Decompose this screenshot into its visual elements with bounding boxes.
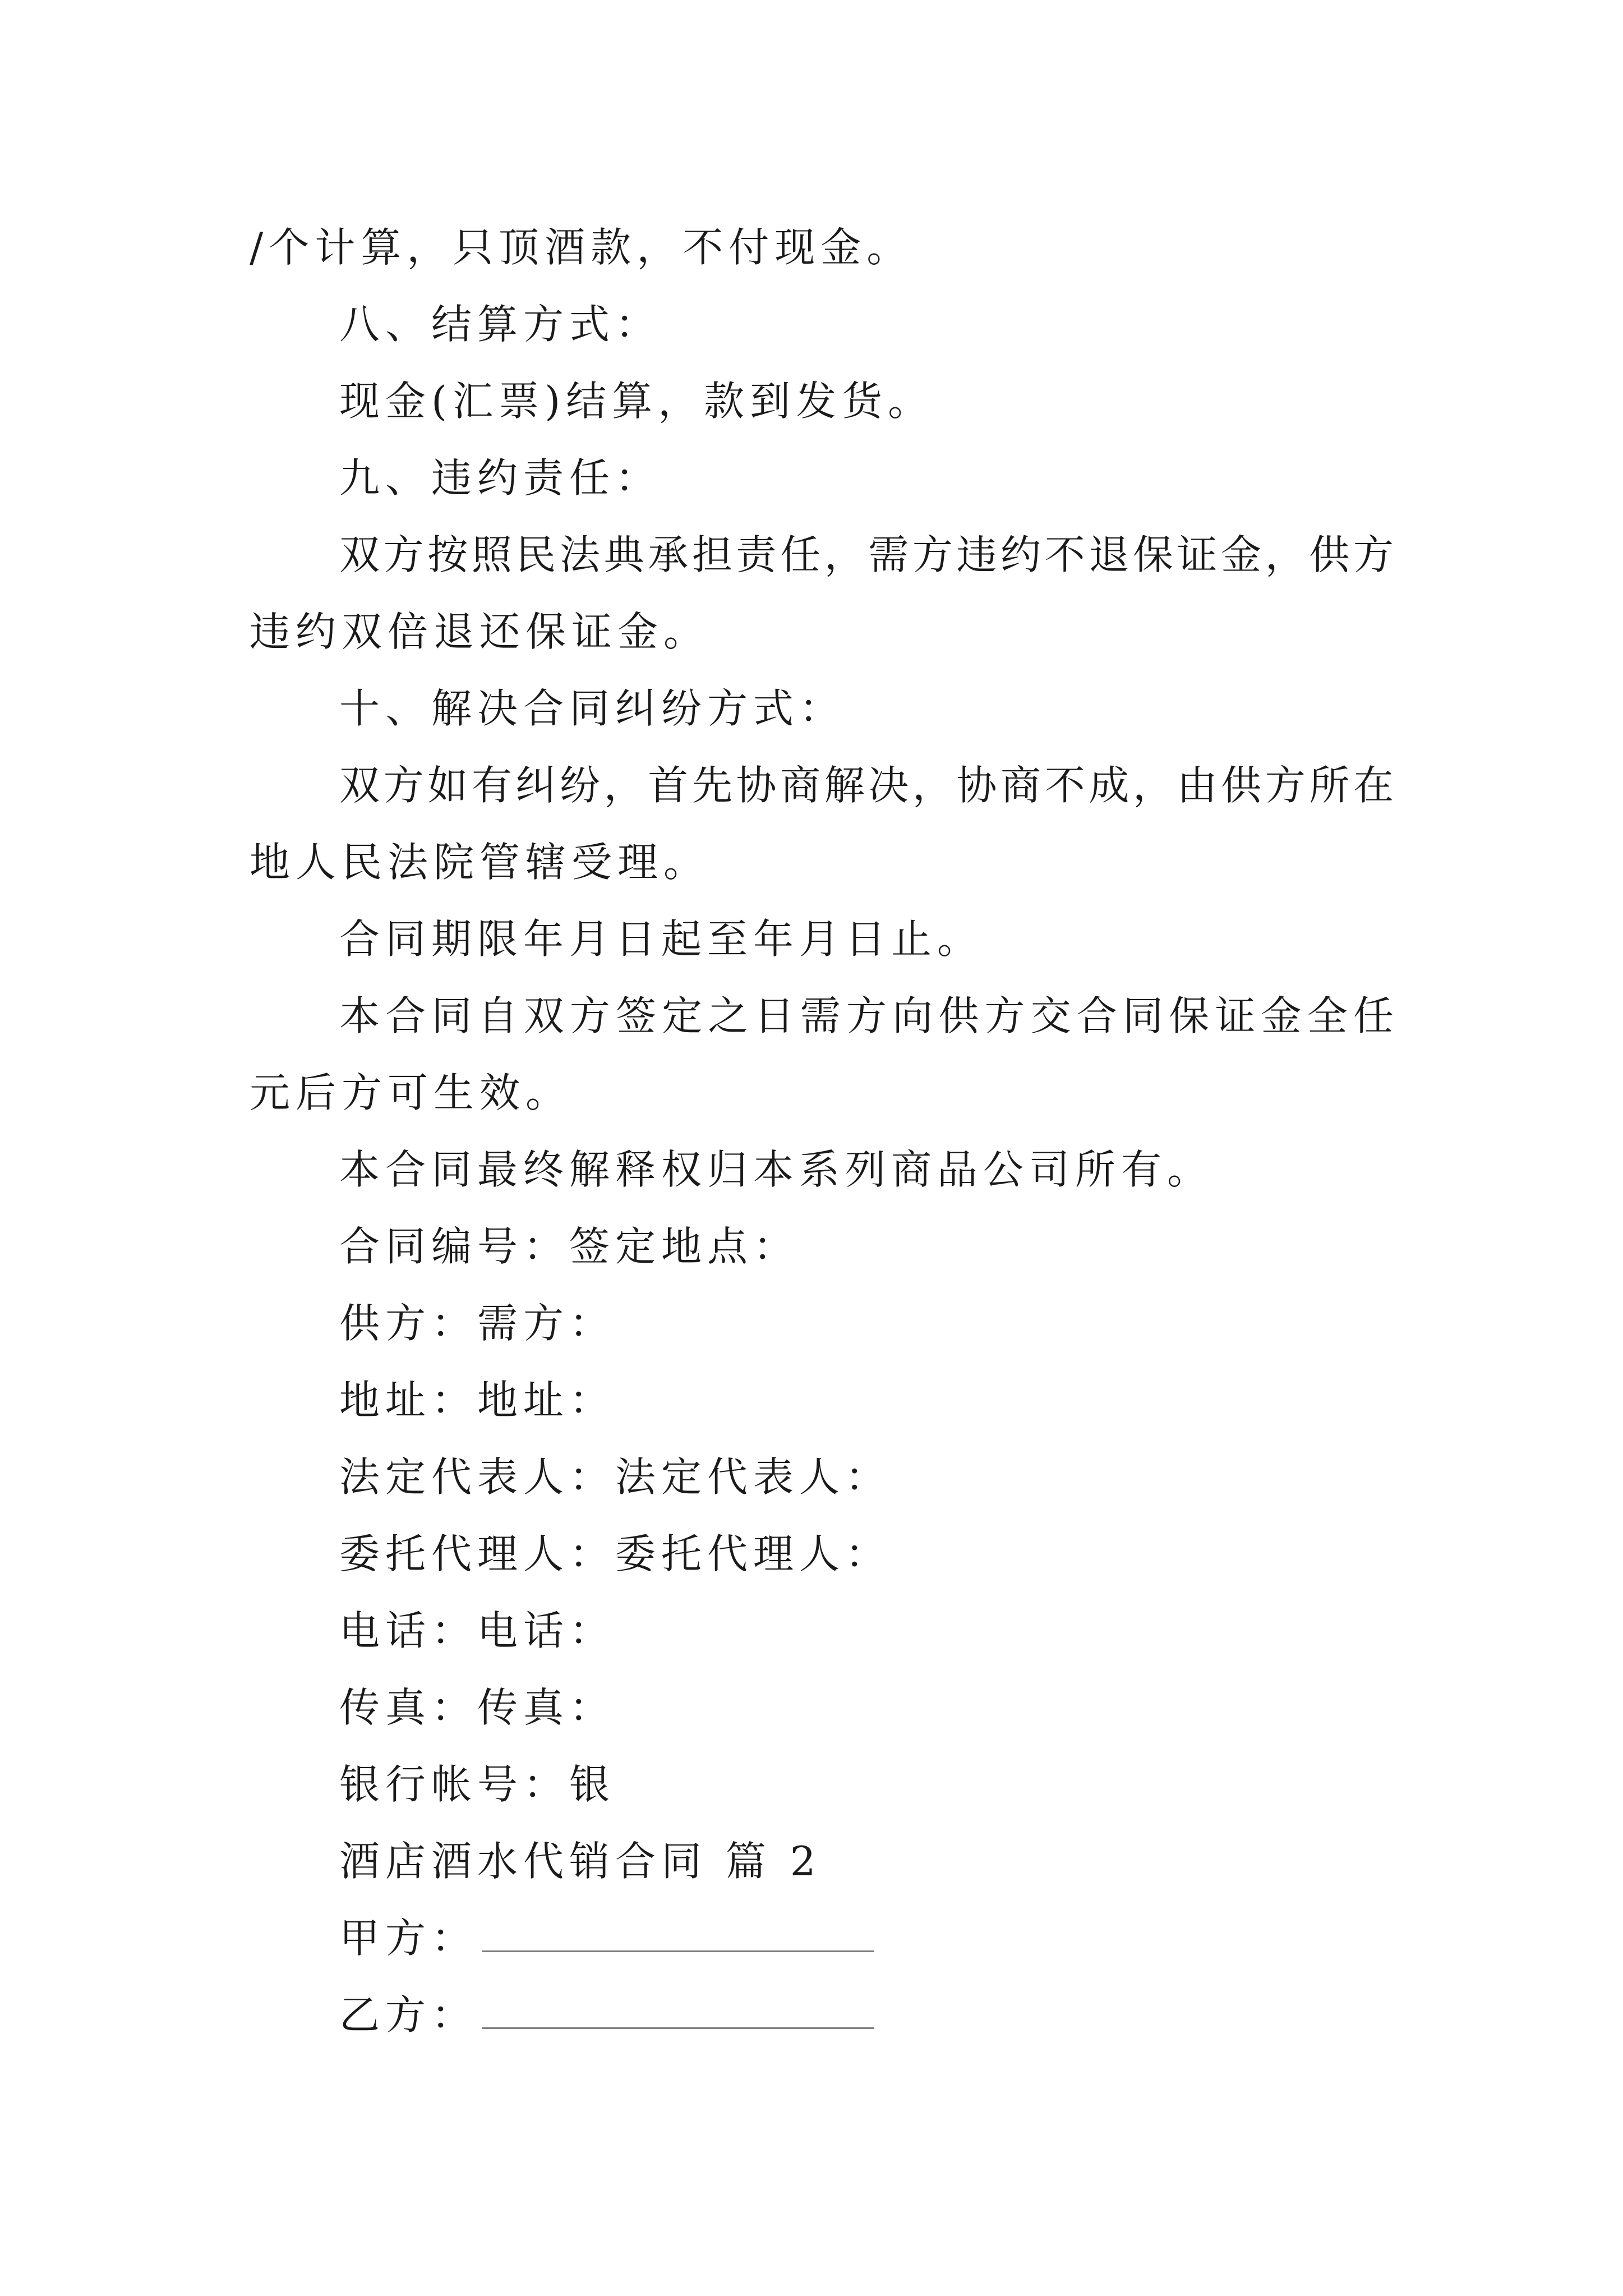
- supplier-buyer-field: 供方：需方：: [339, 1300, 616, 1347]
- fax-field: 传真：传真：: [339, 1684, 616, 1731]
- contract-title: 酒店酒水代销合同 篇 2: [339, 1838, 822, 1885]
- address-field: 地址：地址：: [339, 1377, 616, 1424]
- paragraph-line: /个计算，只顶酒款，不付现金。: [250, 224, 913, 271]
- legal-representative-field: 法定代表人：法定代表人：: [339, 1453, 892, 1501]
- phone-field: 电话：电话：: [339, 1607, 616, 1654]
- party-b-line: [250, 1977, 1394, 2054]
- paragraph-line: 本合同最终解释权归本系列商品公司所有。: [339, 1146, 1214, 1193]
- party-b-blank: [482, 1994, 874, 2029]
- paragraph-line: 本合同自双方签定之日需方向供方交合同保证金全任: [339, 992, 1394, 1039]
- contract-number-field: 合同编号：签定地点：: [339, 1223, 800, 1270]
- paragraph-line: 双方按照民法典承担责任，需方违约不退保证金，供方: [339, 531, 1394, 578]
- paragraph-line: 地人民法院管辖受理。: [250, 839, 710, 886]
- party-b-label: 乙方：: [339, 1991, 478, 2039]
- paragraph-line: 双方如有纠纷，首先协商解决，协商不成，由供方所在: [339, 762, 1394, 809]
- section-heading-breach: 九、违约责任：: [339, 454, 662, 501]
- paragraph-line: 违约双倍退还保证金。: [250, 608, 710, 655]
- bank-account-field: 银行帐号：银: [339, 1761, 616, 1808]
- section-heading-dispute: 十、解决合同纠纷方式：: [339, 685, 846, 732]
- document-body: [250, 209, 1394, 2054]
- section-heading-settlement: 八、结算方式：: [339, 301, 662, 348]
- paragraph-line: 合同期限年月日起至年月日止。: [339, 915, 984, 963]
- paragraph-line: 现金(汇票)结算，款到发货。: [339, 378, 934, 425]
- party-a-blank: [482, 1917, 874, 1952]
- authorized-agent-field: 委托代理人：委托代理人：: [339, 1530, 892, 1577]
- paragraph-line: 元后方可生效。: [250, 1069, 572, 1116]
- party-a-label: 甲方：: [339, 1915, 478, 1962]
- party-a-line: [250, 1900, 1394, 1977]
